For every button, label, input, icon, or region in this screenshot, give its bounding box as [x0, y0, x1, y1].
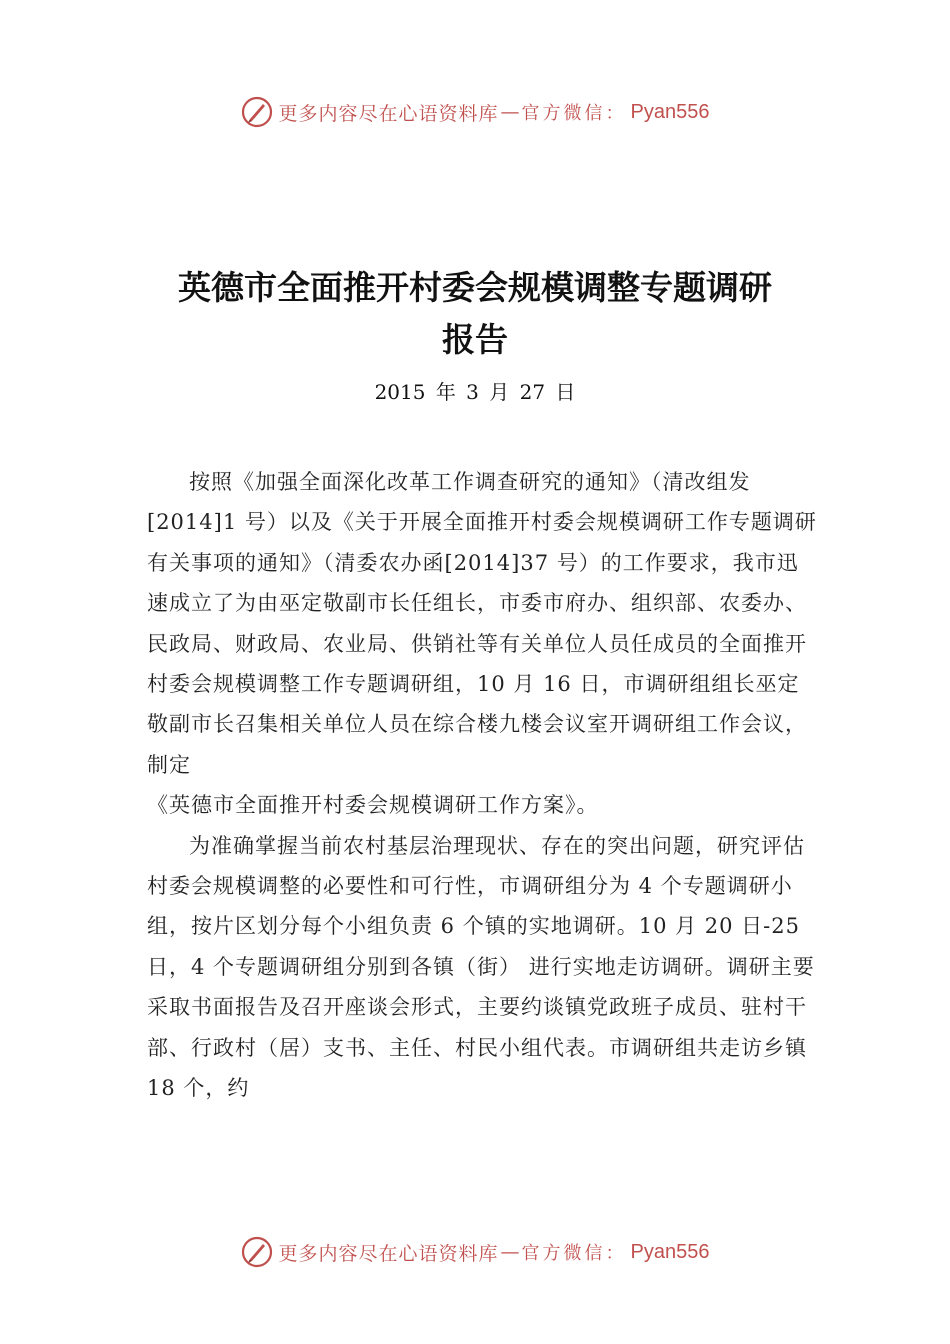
document-title: [100, 262, 850, 366]
banner-wechat-label: 官方微信：: [521, 1243, 627, 1264]
banner-text: 更多内容尽在心语资料库: [278, 102, 499, 125]
banner-dash: —: [500, 1241, 520, 1263]
banner-wechat-id: Pyan556: [630, 1240, 710, 1263]
paragraph-1-tail: 《英德市全面推开村委会规模调研工作方案》。: [147, 793, 599, 818]
quill-logo-icon: [241, 1236, 273, 1268]
banner-dash: —: [500, 101, 520, 123]
paragraph-1: 按照《加强全面深化改革工作调查研究的通知》（清改组发[2014]1 号）以及《关于开展全面推开村委会规模调研工作专题调研有关事项的通知》（清委农办函[2014]37 号）的工作要求，我市迅速成立了为由巫定敬副市长任组长，市委市府办、组织部、农委办、民政局、财政局、农业局、供销社等有关单位人员任成员的全面推开村委会规模调整工作专题调研组，10 月 16 日，市调研组组长巫定敬副市长召集相关单位人员在综合楼九楼会议室开调研组工作会议，制定: [147, 470, 817, 777]
quill-logo-icon: [241, 96, 273, 128]
document-date: 2015 年 3 月 27 日: [374, 380, 576, 404]
banner-wechat-label: 官方微信：: [521, 103, 627, 124]
paragraph-2: 为准确掌握当前农村基层治理现状、存在的突出问题，研究评估村委会规模调整的必要性和可行性，市调研组分为 4 个专题调研小组，按片区划分每个小组负责 6 个镇的实地调研。10 月 20 日-25 日，4 个专题调研组分别到各镇（街） 进行实地走访调研。调研主要采取书面报告及召开座谈会形式，主要约谈镇党政班子成员、驻村干部、行政村（居）支书、主任、村民小组代表。市调研组共走访乡镇 18 个，约: [147, 833, 815, 1101]
title-line-2: 报告: [442, 320, 508, 359]
title-line-1: 英德市全面推开村委会规模调整专题调研: [178, 268, 772, 307]
footer-banner: [0, 1232, 950, 1272]
banner-text: 更多内容尽在心语资料库: [278, 1242, 499, 1265]
banner-wechat-id: Pyan556: [630, 100, 710, 123]
document-body: [147, 462, 819, 1109]
header-banner: [0, 92, 950, 132]
